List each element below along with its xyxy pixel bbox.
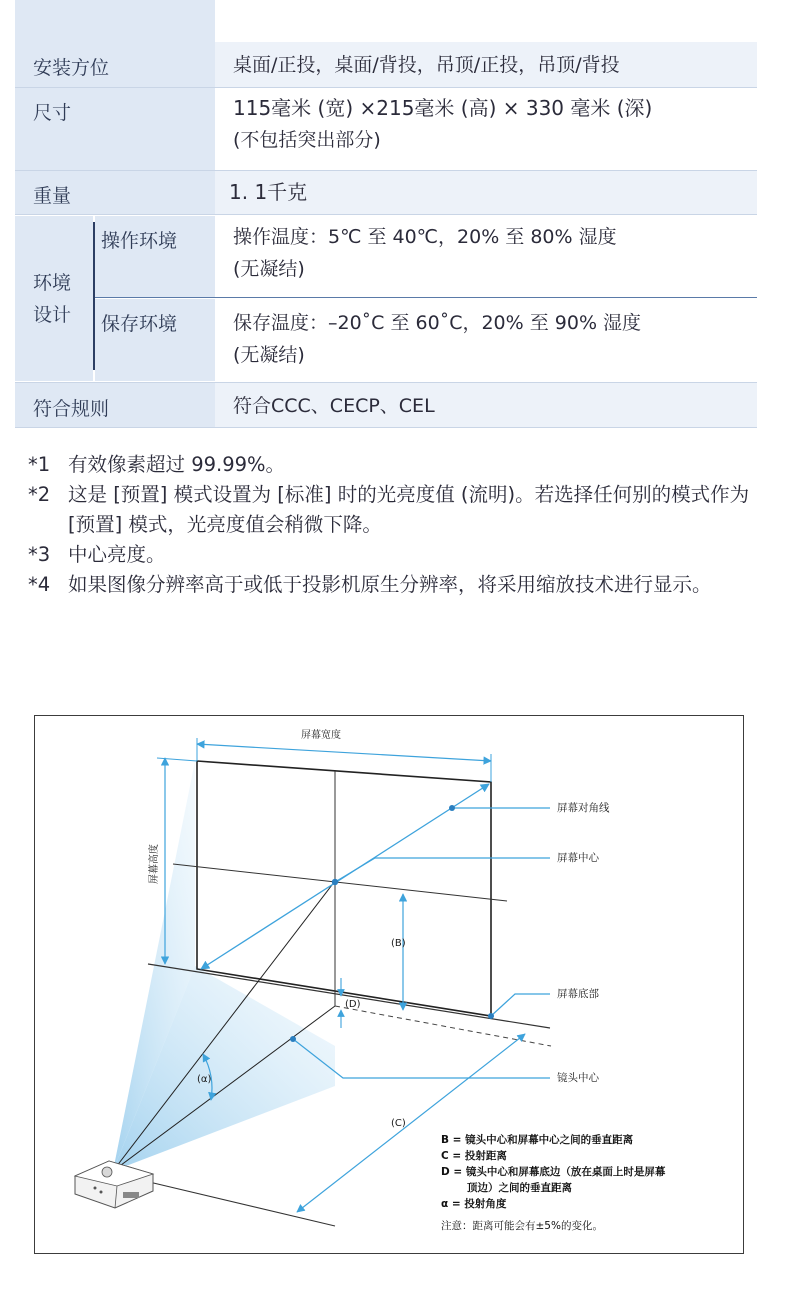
- projector-icon: [75, 1161, 153, 1208]
- footnote-text: 如果图像分辨率高于或低于投影机原生分辨率，将采用缩放技术进行显示。: [68, 573, 712, 596]
- legend-c: C = 投射距离: [441, 1150, 507, 1162]
- label-cell: [15, 88, 215, 170]
- label-cell: [15, 383, 215, 427]
- row-value-line2: (无凝结): [233, 344, 305, 366]
- label-screen-height: 屏幕高度: [149, 844, 160, 884]
- environment-label-line1: 环境: [33, 272, 72, 294]
- screen-outline: [197, 761, 491, 1016]
- storage-label-cell: [95, 299, 215, 381]
- leader-dot-lens: [290, 1036, 296, 1042]
- row-value-line2: (无凝结): [233, 258, 305, 280]
- footnote-4: [28, 570, 768, 600]
- row-label: 安装方位: [33, 57, 110, 79]
- legend-d1: D = 镜头中心和屏幕底边（放在桌面上时是屏幕: [441, 1166, 666, 1178]
- projection-floor-line: [145, 1181, 335, 1226]
- table-row-dimensions: [15, 88, 757, 171]
- label-screen-bottom: 屏幕底部: [557, 988, 599, 1000]
- footnote-text: 中心亮度。: [68, 543, 166, 566]
- top-label-cell: [15, 0, 215, 42]
- label-d: (D): [345, 999, 361, 1010]
- row-value: 符合CCC、CECP、CEL: [233, 395, 435, 417]
- label-cell: [15, 42, 215, 87]
- legend-b: B = 镜头中心和屏幕中心之间的垂直距离: [441, 1134, 634, 1146]
- label-b: (B): [391, 938, 406, 949]
- diagram-legend: [441, 1132, 665, 1234]
- footnote-1: [28, 450, 768, 480]
- row-label: 尺寸: [33, 102, 72, 124]
- label-c: (C): [391, 1118, 406, 1129]
- row-label: 符合规则: [33, 398, 110, 420]
- legend-alpha: α = 投射角度: [441, 1198, 507, 1210]
- row-value-line1: 操作温度：5℃ 至 40℃，20% 至 80% 湿度: [233, 226, 617, 248]
- leader-dot-diagonal: [449, 805, 455, 811]
- footnote-3: [28, 540, 768, 570]
- operating-label-cell: [95, 216, 215, 297]
- footnotes: [28, 450, 768, 600]
- row-value-line1: 保存温度：–20˚C 至 60˚C，20% 至 90% 湿度: [233, 312, 642, 334]
- footnote-mark: *3: [28, 543, 51, 566]
- row-value: 桌面/正投，桌面/背投，吊顶/正投，吊顶/背投: [233, 54, 620, 76]
- row-value-line1: 115毫米 (宽) ×215毫米 (高) × 330 毫米 (深): [233, 96, 653, 120]
- leader-dot-center: [332, 879, 338, 885]
- table-row-compliance: [15, 383, 757, 428]
- row-label: 操作环境: [101, 230, 178, 252]
- row-value: 1. 1千克: [229, 180, 308, 204]
- row-value-line2: (不包括突出部分): [233, 129, 381, 151]
- footnote-mark: *2: [28, 483, 51, 506]
- screen-height-ext-top: [157, 758, 197, 761]
- table-row-installation: [15, 42, 757, 88]
- footnote-mark: *4: [28, 573, 51, 596]
- label-screen-center: 屏幕中心: [557, 852, 599, 864]
- label-screen-width: 屏幕宽度: [301, 730, 341, 741]
- leader-bottom: [491, 994, 550, 1016]
- projection-diagram: [34, 715, 744, 1254]
- footnote-2: [28, 480, 768, 540]
- legend-note: 注意：距离可能会有±5%的变化。: [441, 1220, 603, 1232]
- row-label: 保存环境: [101, 313, 178, 335]
- footnote-text: 这是 [预置] 模式设置为 [标准] 时的光亮度值 (流明)。若选择任何别的模式作为 [预置] 模式，光亮度值会稍微下降。: [68, 483, 750, 536]
- label-lens-center: 镜头中心: [557, 1072, 599, 1084]
- environment-label-cell: [15, 216, 93, 381]
- footnote-text: 有效像素超过 99.99%。: [68, 453, 286, 476]
- label-alpha: (α): [197, 1074, 212, 1085]
- lens-center-dashed: [335, 1006, 551, 1046]
- row-label: 重量: [33, 185, 72, 207]
- legend-d2: 顶边）之间的垂直距离: [467, 1182, 572, 1194]
- leader-dot-bottom: [488, 1013, 494, 1019]
- footnote-mark: *1: [28, 453, 51, 476]
- screen-center-horizontal: [173, 864, 507, 901]
- label-screen-diagonal: 屏幕对角线: [557, 802, 610, 814]
- label-cell: [15, 171, 215, 214]
- table-row-weight: [15, 171, 757, 215]
- environment-label-line2: 设计: [33, 304, 72, 326]
- screen-width-arrow: [197, 744, 491, 761]
